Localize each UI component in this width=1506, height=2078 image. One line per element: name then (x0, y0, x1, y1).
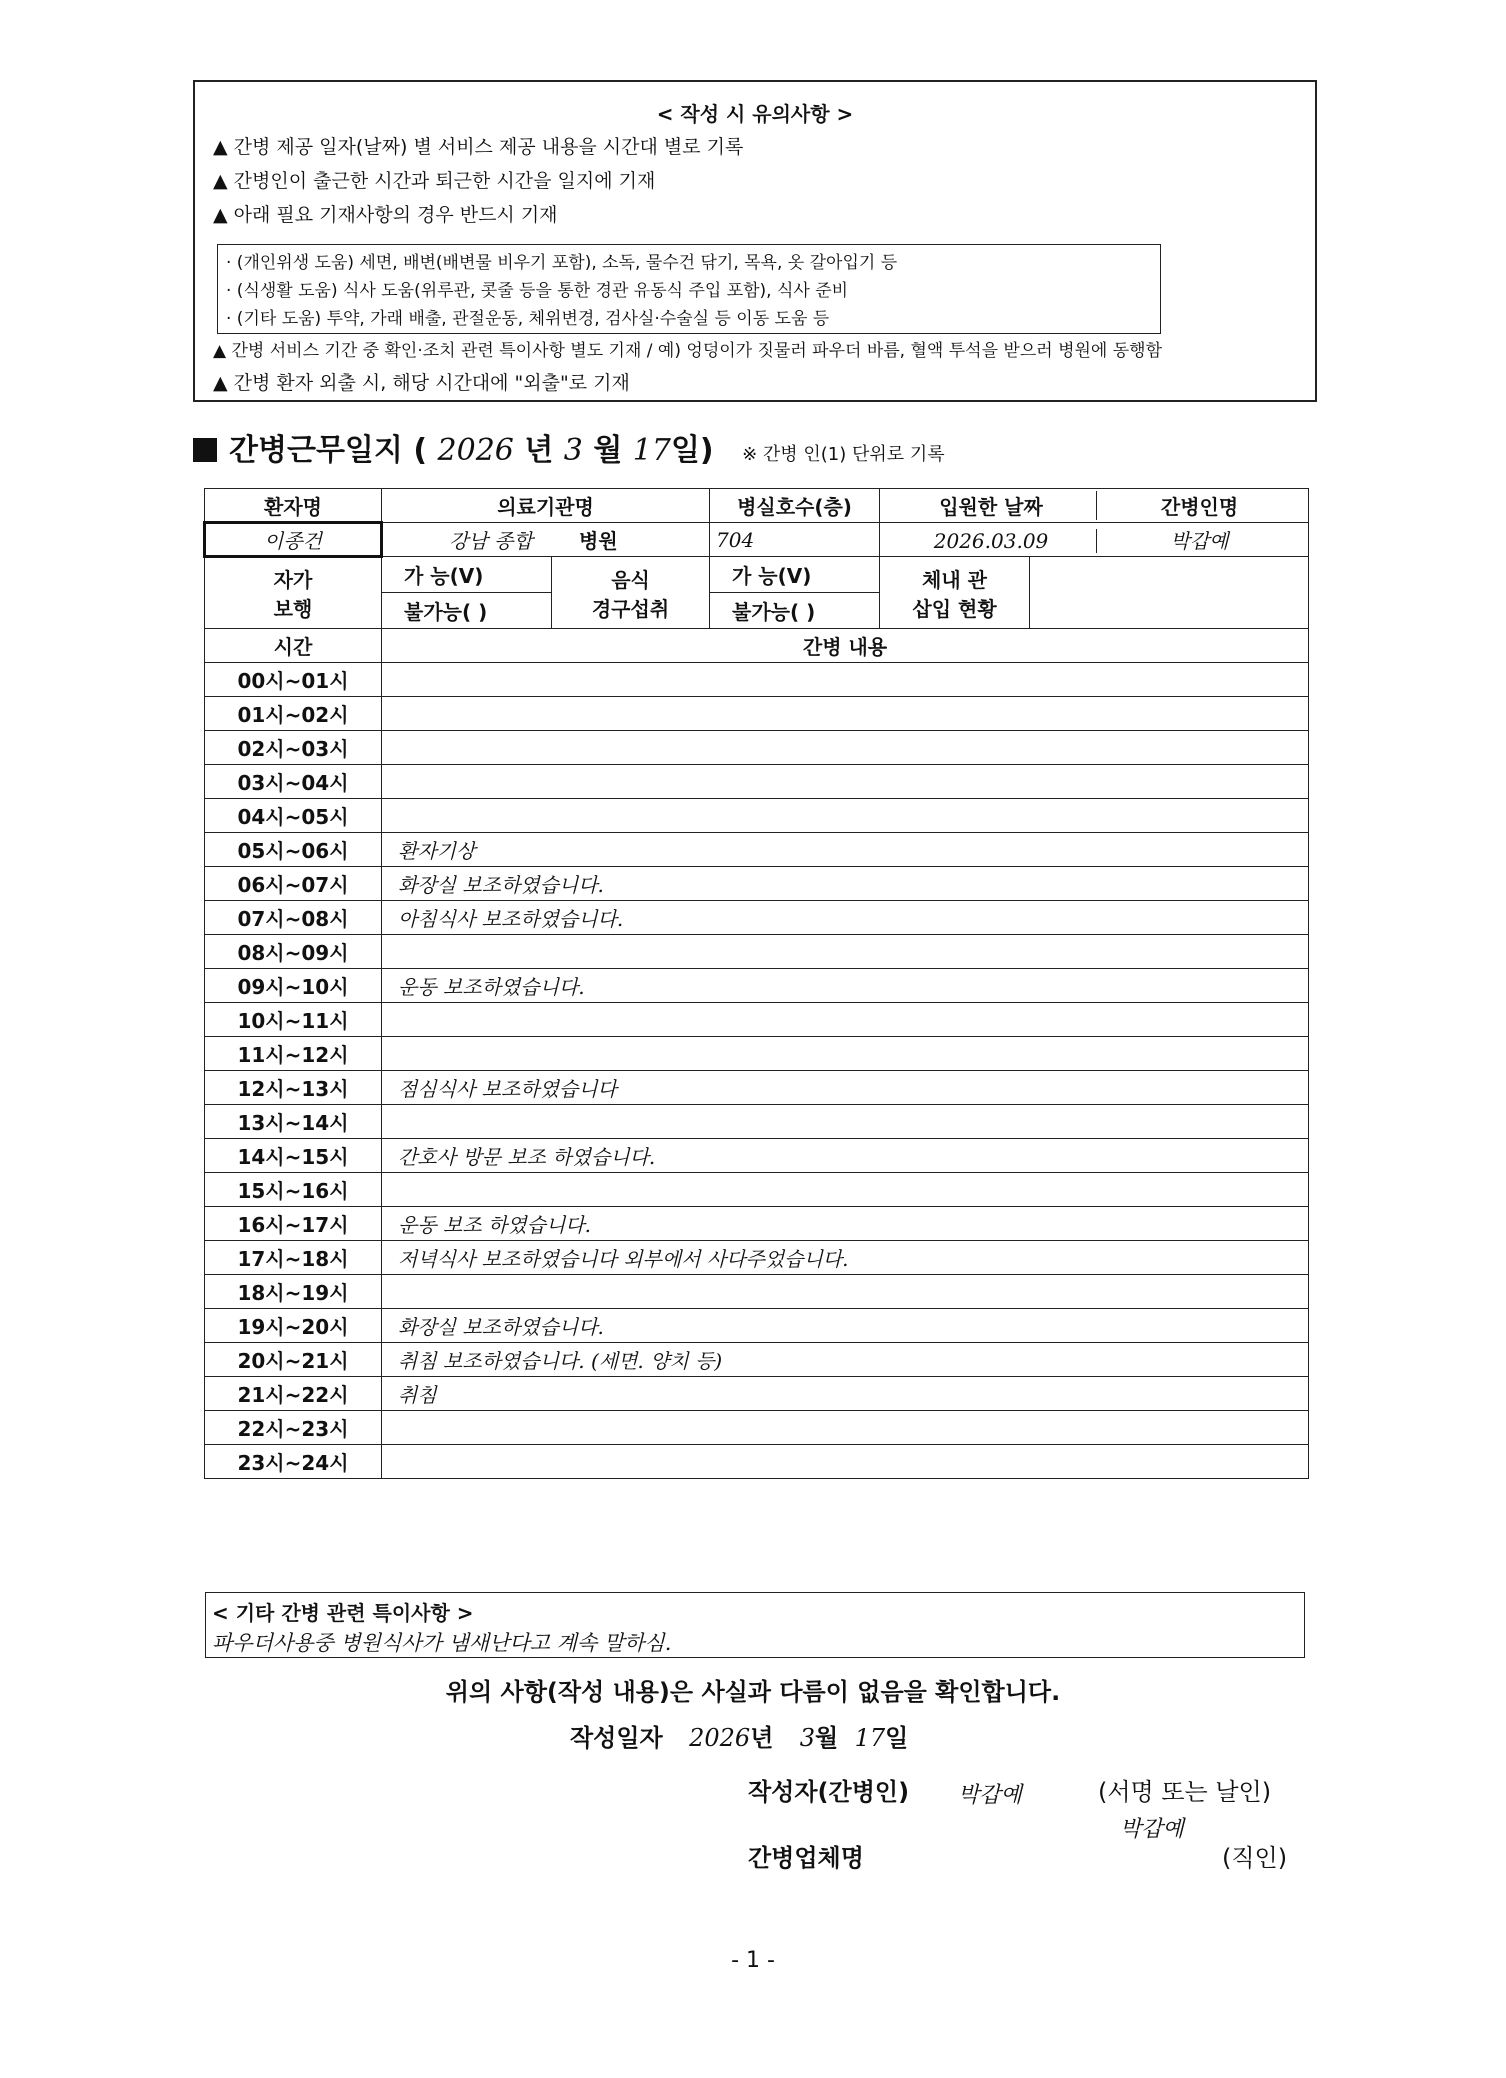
time-row (205, 1309, 1309, 1343)
status-row-1 (205, 557, 1309, 593)
care-content (382, 1003, 1309, 1037)
time-slot: 01시~02시 (205, 697, 382, 731)
time-slot: 03시~04시 (205, 765, 382, 799)
header-row (205, 489, 1309, 523)
care-content (382, 663, 1309, 697)
time-row (205, 1105, 1309, 1139)
time-row (205, 731, 1309, 765)
food-label: 음식 경구섭취 (552, 557, 710, 629)
remarks-value: 파우더사용중 병원식사가 냄새난다고 계속 말하심. (212, 1631, 672, 1655)
time-slot: 17시~18시 (205, 1241, 382, 1275)
remarks-title: < 기타 간병 관련 특이사항 > (212, 1601, 474, 1625)
notice-box (193, 80, 1317, 402)
time-slot: 04시~05시 (205, 799, 382, 833)
agency-label: 간병업체명 (748, 1844, 864, 1872)
time-row (205, 935, 1309, 969)
notice-sub-line: · (기타 도움) 투약, 가래 배출, 관절운동, 체위변경, 검사실·수술실 등 이동 도움 등 (226, 309, 830, 329)
admitted-header: 입원한 날짜 (886, 491, 1097, 520)
time-row (205, 1275, 1309, 1309)
notice-sub-box (217, 244, 1161, 334)
time-slot: 02시~03시 (205, 731, 382, 765)
time-row (205, 1037, 1309, 1071)
care-content (382, 1275, 1309, 1309)
time-row (205, 1241, 1309, 1275)
care-log-table (203, 488, 1309, 1479)
time-slot: 00시~01시 (205, 663, 382, 697)
time-slot: 14시~15시 (205, 1139, 382, 1173)
patient-header: 환자명 (205, 489, 382, 523)
tube-value (1030, 557, 1309, 629)
time-row (205, 663, 1309, 697)
time-row (205, 1173, 1309, 1207)
page-number: - 1 - (731, 1948, 775, 1973)
care-content: 저녁식사 보조하였습니다 외부에서 사다주었습니다. (382, 1241, 1309, 1275)
care-content (382, 1105, 1309, 1139)
walk-yes: 가 능(V) (382, 557, 552, 593)
time-slot: 06시~07시 (205, 867, 382, 901)
hospital-name: 강남 종합 병원 (382, 523, 710, 557)
admitted-caregiver-values (880, 523, 1309, 557)
care-content (382, 1173, 1309, 1207)
time-slot: 16시~17시 (205, 1207, 382, 1241)
care-content (382, 765, 1309, 799)
info-row (205, 523, 1309, 557)
time-row (205, 1071, 1309, 1105)
time-slot: 20시~21시 (205, 1343, 382, 1377)
time-slot: 07시~08시 (205, 901, 382, 935)
walk-no: 불가능( ) (382, 593, 552, 629)
care-content: 취침 (382, 1377, 1309, 1411)
patient-name: 이종건 (205, 523, 382, 557)
time-header: 시간 (205, 629, 382, 663)
notice-line: ▲ 간병 서비스 기간 중 확인·조치 관련 특이사항 별도 기재 / 예) 엉덩이가 짓물러 파우더 바름, 혈액 투석을 받으러 병원에 동행함 (213, 341, 1163, 361)
time-row (205, 1139, 1309, 1173)
time-slot: 09시~10시 (205, 969, 382, 1003)
care-content: 환자기상 (382, 833, 1309, 867)
care-content (382, 935, 1309, 969)
caregiver-header: 간병인명 (1160, 495, 1239, 519)
care-content (382, 1445, 1309, 1479)
room-number: 704 (710, 523, 880, 557)
time-row (205, 901, 1309, 935)
time-row (205, 765, 1309, 799)
admitted-caregiver-header (880, 489, 1309, 523)
time-slot: 08시~09시 (205, 935, 382, 969)
care-content: 운동 보조하였습니다. (382, 969, 1309, 1003)
writer-value: 박갑예 (958, 1783, 1022, 1808)
care-content: 점심식사 보조하였습니다 (382, 1071, 1309, 1105)
care-content: 운동 보조 하였습니다. (382, 1207, 1309, 1241)
care-content (382, 697, 1309, 731)
care-content (382, 799, 1309, 833)
time-slot: 15시~16시 (205, 1173, 382, 1207)
seal-note: (직인) (1222, 1844, 1288, 1872)
confirm-statement: 위의 사항(작성 내용)은 사실과 다름이 없음을 확인합니다. (445, 1678, 1061, 1706)
food-no: 불가능( ) (710, 593, 880, 629)
time-row (205, 867, 1309, 901)
time-row (205, 833, 1309, 867)
write-date: 작성일자 2026년 3월 17일 (570, 1724, 909, 1752)
time-row (205, 1207, 1309, 1241)
care-content: 화장실 보조하였습니다. (382, 867, 1309, 901)
time-slot: 11시~12시 (205, 1037, 382, 1071)
notice-sub-line: · (식생활 도움) 식사 도움(위루관, 콧줄 등을 통한 경관 유동식 주입 포함), 식사 준비 (226, 281, 849, 301)
time-row (205, 969, 1309, 1003)
time-slot: 19시~20시 (205, 1309, 382, 1343)
notice-line: ▲ 아래 필요 기재사항의 경우 반드시 기재 (213, 204, 558, 226)
notice-title: < 작성 시 유의사항 > (656, 102, 854, 126)
notice-sub-line: · (개인위생 도움) 세면, 배변(배변물 비우기 포함), 소독, 물수건 닦기, 목욕, 옷 갈아입기 등 (226, 253, 898, 273)
title-note: ※ 간병 인(1) 단위로 기록 (742, 444, 945, 465)
notice-line: ▲ 간병 환자 외출 시, 해당 시간대에 "외출"로 기재 (213, 372, 630, 394)
time-row (205, 1411, 1309, 1445)
hospital-header: 의료기관명 (382, 489, 710, 523)
time-row (205, 1003, 1309, 1037)
food-yes: 가 능(V) (710, 557, 880, 593)
time-slot: 18시~19시 (205, 1275, 382, 1309)
square-bullet-icon (193, 438, 217, 462)
care-content: 간호사 방문 보조 하였습니다. (382, 1139, 1309, 1173)
content-header: 간병 내용 (382, 629, 1309, 663)
tube-label: 체내 관 삽입 현황 (880, 557, 1030, 629)
care-content (382, 1037, 1309, 1071)
time-slot: 05시~06시 (205, 833, 382, 867)
care-content: 아침식사 보조하였습니다. (382, 901, 1309, 935)
time-row (205, 1343, 1309, 1377)
page-title: 간병근무일지 ( 2026 년 3 월 17일) ※ 간병 인(1) 단위로 기록 (193, 425, 945, 469)
time-slot: 22시~23시 (205, 1411, 382, 1445)
time-slot: 21시~22시 (205, 1377, 382, 1411)
time-header-row (205, 629, 1309, 663)
signature: 박갑예 (1120, 1817, 1184, 1842)
room-header: 병실호수(층) (710, 489, 880, 523)
care-content (382, 731, 1309, 765)
time-slot: 13시~14시 (205, 1105, 382, 1139)
care-content: 화장실 보조하였습니다. (382, 1309, 1309, 1343)
time-row (205, 697, 1309, 731)
care-content (382, 1411, 1309, 1445)
care-content: 취침 보조하였습니다. (세면. 양치 등) (382, 1343, 1309, 1377)
notice-line: ▲ 간병 제공 일자(날짜) 별 서비스 제공 내용을 시간대 별로 기록 (213, 136, 744, 158)
admitted-date: 2026.03.09 (886, 529, 1097, 553)
sign-note: (서명 또는 날인) (1098, 1778, 1272, 1806)
time-row (205, 1377, 1309, 1411)
title-month: 3 (563, 433, 583, 468)
title-day: 17 (632, 433, 671, 468)
remarks-box (205, 1592, 1305, 1658)
time-slot: 10시~11시 (205, 1003, 382, 1037)
time-row (205, 799, 1309, 833)
title-year: 2026 (437, 433, 514, 468)
caregiver-name: 박갑예 (1170, 529, 1229, 553)
time-slot: 23시~24시 (205, 1445, 382, 1479)
notice-line: ▲ 간병인이 출근한 시간과 퇴근한 시간을 일지에 기재 (213, 170, 656, 192)
writer-label: 작성자(간병인) (748, 1778, 910, 1806)
time-slot: 12시~13시 (205, 1071, 382, 1105)
walk-label: 자가 보행 (205, 557, 382, 629)
time-row (205, 1445, 1309, 1479)
